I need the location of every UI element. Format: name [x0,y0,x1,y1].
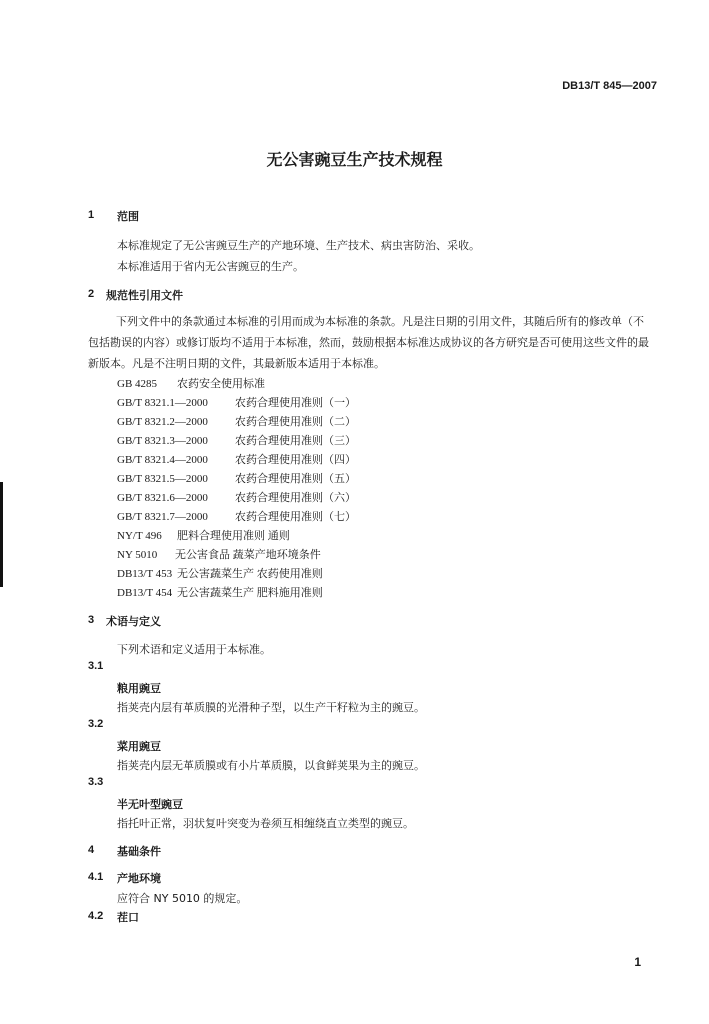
section-2-heading: 规范性引用文件 [106,289,183,302]
reference-item [117,394,356,410]
reference-title: 无公害蔬菜生产 农药使用准则 [177,568,323,580]
section-1-para-1: 本标准规定了无公害豌豆生产的产地环境、生产技术、病虫害防治、采收。 [117,239,480,252]
reference-title: 肥料合理使用准则 通则 [177,530,290,542]
term-name: 菜用豌豆 [117,740,161,753]
term-name: 半无叶型豌豆 [117,798,183,811]
document-title: 无公害豌豆生产技术规程 [266,150,443,169]
reference-title: 农药合理使用准则（二） [235,416,356,428]
section-3-heading: 术语与定义 [106,615,161,628]
subsection-4-1-heading: 产地环境 [117,872,161,885]
reference-item [117,451,356,467]
reference-code: GB 4285 [117,378,158,390]
section-2-number: 2 [88,288,95,300]
term-number: 3.1 [88,660,104,672]
reference-item [117,470,356,486]
document-number: DB13/T 845—2007 [562,80,657,92]
term-definition: 指荚壳内层有革质膜的光滑种子型，以生产干籽粒为主的豌豆。 [117,701,425,714]
section-2-paragraph: 下列文件中的条款通过本标准的引用而成为本标准的条款。凡是注日期的引用文件，其随后所有的修改单（不包括勘误的内容）或修订版均不适用于本标准，然而，鼓励根据本标准达成协议的各方研究是否可使用这些文件的最新版本。凡是不注明日期的文件，其最新版本适用于本标准。 [88,315,649,370]
reference-item [117,546,321,562]
reference-item [117,508,356,524]
reference-title: 无公害食品 蔬菜产地环境条件 [175,549,321,561]
reference-item [117,584,323,600]
section-4-number: 4 [88,844,95,856]
reference-code: GB/T 8321.7—2000 [117,511,208,523]
term-definition: 指荚壳内层无革质膜或有小片革质膜，以食鲜荚果为主的豌豆。 [117,759,425,772]
term-definition: 指托叶正常，羽状复叶突变为卷须互相缠绕直立类型的豌豆。 [117,817,414,830]
section-1-para-2: 本标准适用于省内无公害豌豆的生产。 [117,260,304,273]
section-3-number: 3 [88,614,95,626]
term-number: 3.3 [88,776,104,788]
reference-code: NY/T 496 [117,530,162,542]
reference-item [117,375,265,391]
reference-code: GB/T 8321.5—2000 [117,473,208,485]
reference-code: DB13/T 453 [117,568,173,580]
reference-item [117,527,290,543]
term-number: 3.2 [88,718,104,730]
page-number: 1 [634,955,641,969]
section-1-heading: 范围 [117,210,139,223]
reference-code: NY 5010 [117,549,158,561]
reference-code: GB/T 8321.1—2000 [117,397,208,409]
reference-title: 农药合理使用准则（五） [235,473,356,485]
scan-edge-mark [0,482,3,587]
reference-code: GB/T 8321.2—2000 [117,416,208,428]
term-name: 粮用豌豆 [117,682,161,695]
reference-title: 农药安全使用标准 [177,378,265,390]
reference-title: 农药合理使用准则（三） [235,435,356,447]
reference-title: 农药合理使用准则（四） [235,454,356,466]
section-4-heading: 基础条件 [117,845,161,858]
reference-code: GB/T 8321.4—2000 [117,454,208,466]
subsection-4-2-heading: 茬口 [117,911,139,924]
section-3-intro: 下列术语和定义适用于本标准。 [117,643,271,656]
subsection-4-1-number: 4.1 [88,871,104,883]
subsection-4-2-number: 4.2 [88,910,104,922]
reference-item [117,565,323,581]
section-1-number: 1 [88,209,95,221]
subsection-4-1-text: 应符合 NY 5010 的规定。 [117,892,248,905]
reference-item [117,432,356,448]
reference-title: 无公害蔬菜生产 肥料施用准则 [177,587,323,599]
reference-item [117,413,356,429]
reference-code: DB13/T 454 [117,587,173,599]
reference-title: 农药合理使用准则（七） [235,511,356,523]
reference-item [117,489,356,505]
reference-code: GB/T 8321.6—2000 [117,492,208,504]
reference-title: 农药合理使用准则（六） [235,492,356,504]
reference-title: 农药合理使用准则（一） [235,397,356,409]
reference-code: GB/T 8321.3—2000 [117,435,208,447]
